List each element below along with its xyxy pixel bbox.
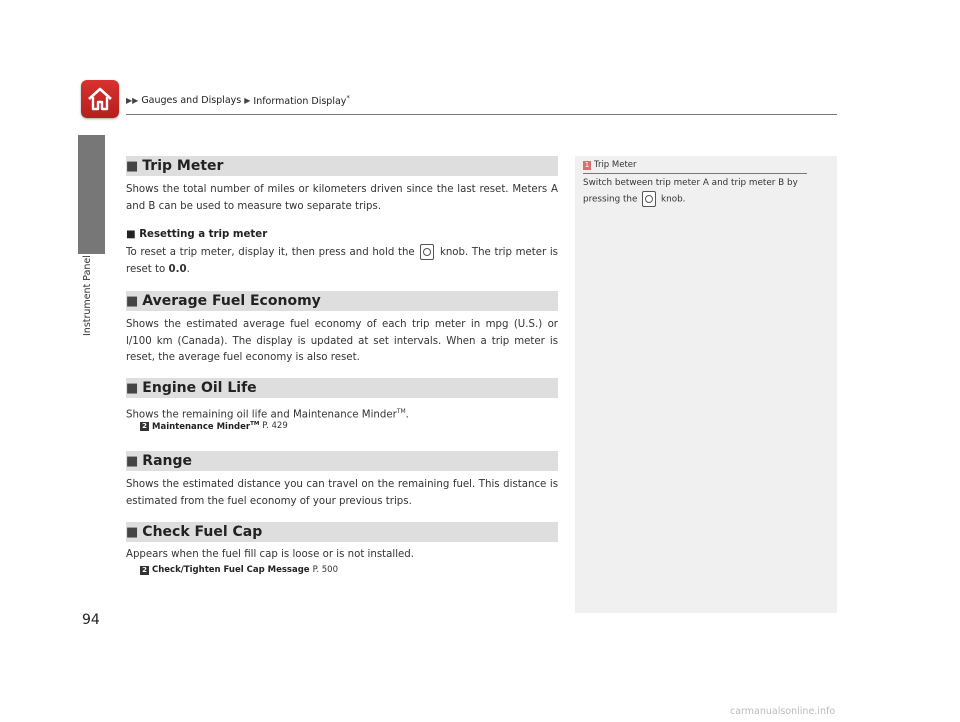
knob-icon [420,244,434,260]
xref-arrow-icon: 2 [140,566,149,575]
resetting-trip-meter-heading: ■ Resetting a trip meter [126,229,268,240]
note-title: 1 Trip Meter [584,160,637,170]
square-bullet-icon: ■ [126,293,139,309]
breadcrumb-link-gauges[interactable]: Gauges and Displays [141,95,242,107]
home-icon [86,86,114,112]
breadcrumb-arrow-icon: ▶▶ [126,96,139,106]
breadcrumb-arrow-icon: ▶ [244,96,251,106]
watermark-text: carmanualsonline.info [730,706,836,717]
engine-oil-description: Shows the remaining oil life and Maintenance Minder™. [126,408,409,421]
side-tab-block-active [78,222,105,254]
trademark-mark: TM [396,408,406,415]
home-button[interactable] [81,80,119,118]
check-fuel-cap-description: Appears when the fuel fill cap is loose or is not installed. [126,549,415,560]
reset-value: 0.0 [168,263,187,275]
average-fuel-description: Shows the estimated average fuel economy of each trip meter in mpg (U.S.) or l/100 km (Canada). The display is updated at set intervals. When a trip meter is reset, the average fuel economy is also reset. [126,319,558,363]
trip-meter-description: Shows the total number of miles or kilometers driven since the last reset. Meters A and B can be used to measure two separate trips. [126,184,558,212]
section-header-check-fuel-cap: ■ Check Fuel Cap [126,522,558,542]
xref-arrow-icon: 2 [140,422,149,431]
note-text: Switch between trip meter A and trip meter B by pressing the knob. [583,177,815,207]
xref-maintenance-minder[interactable]: 2 Maintenance Minder™ P. 429 [140,421,288,432]
page-number: 94 [82,612,100,628]
square-bullet-icon: ■ [126,229,136,240]
sidebar-note-panel [575,156,837,613]
side-tab-label: Instrument Panel [82,255,93,336]
asterisk-mark: * [346,94,350,102]
header-divider [126,114,837,115]
reset-instructions: To reset a trip meter, display it, then press and hold the knob. The trip meter is reset to 0.0. [126,244,558,278]
square-bullet-icon: ■ [126,453,139,469]
square-bullet-icon: ■ [126,158,139,174]
note-divider [583,173,807,174]
section-header-engine-oil-life: ■ Engine Oil Life [126,378,558,398]
note-number-badge: 1 [584,160,590,169]
range-description: Shows the estimated distance you can travel on the remaining fuel. This distance is estimated from the fuel economy of your previous trips. [126,479,558,507]
section-header-range: ■ Range [126,451,558,471]
square-bullet-icon: ■ [126,380,139,396]
breadcrumb [126,94,350,107]
breadcrumb-link-information-display[interactable]: Information Display* [253,94,350,108]
section-header-trip-meter: ■ Trip Meter [126,156,558,176]
square-bullet-icon: ■ [126,524,139,540]
xref-check-fuel-cap-message[interactable]: 2 Check/Tighten Fuel Cap Message P. 500 [140,565,338,575]
section-header-average-fuel-economy: ■ Average Fuel Economy [126,291,558,311]
knob-icon [642,191,656,207]
